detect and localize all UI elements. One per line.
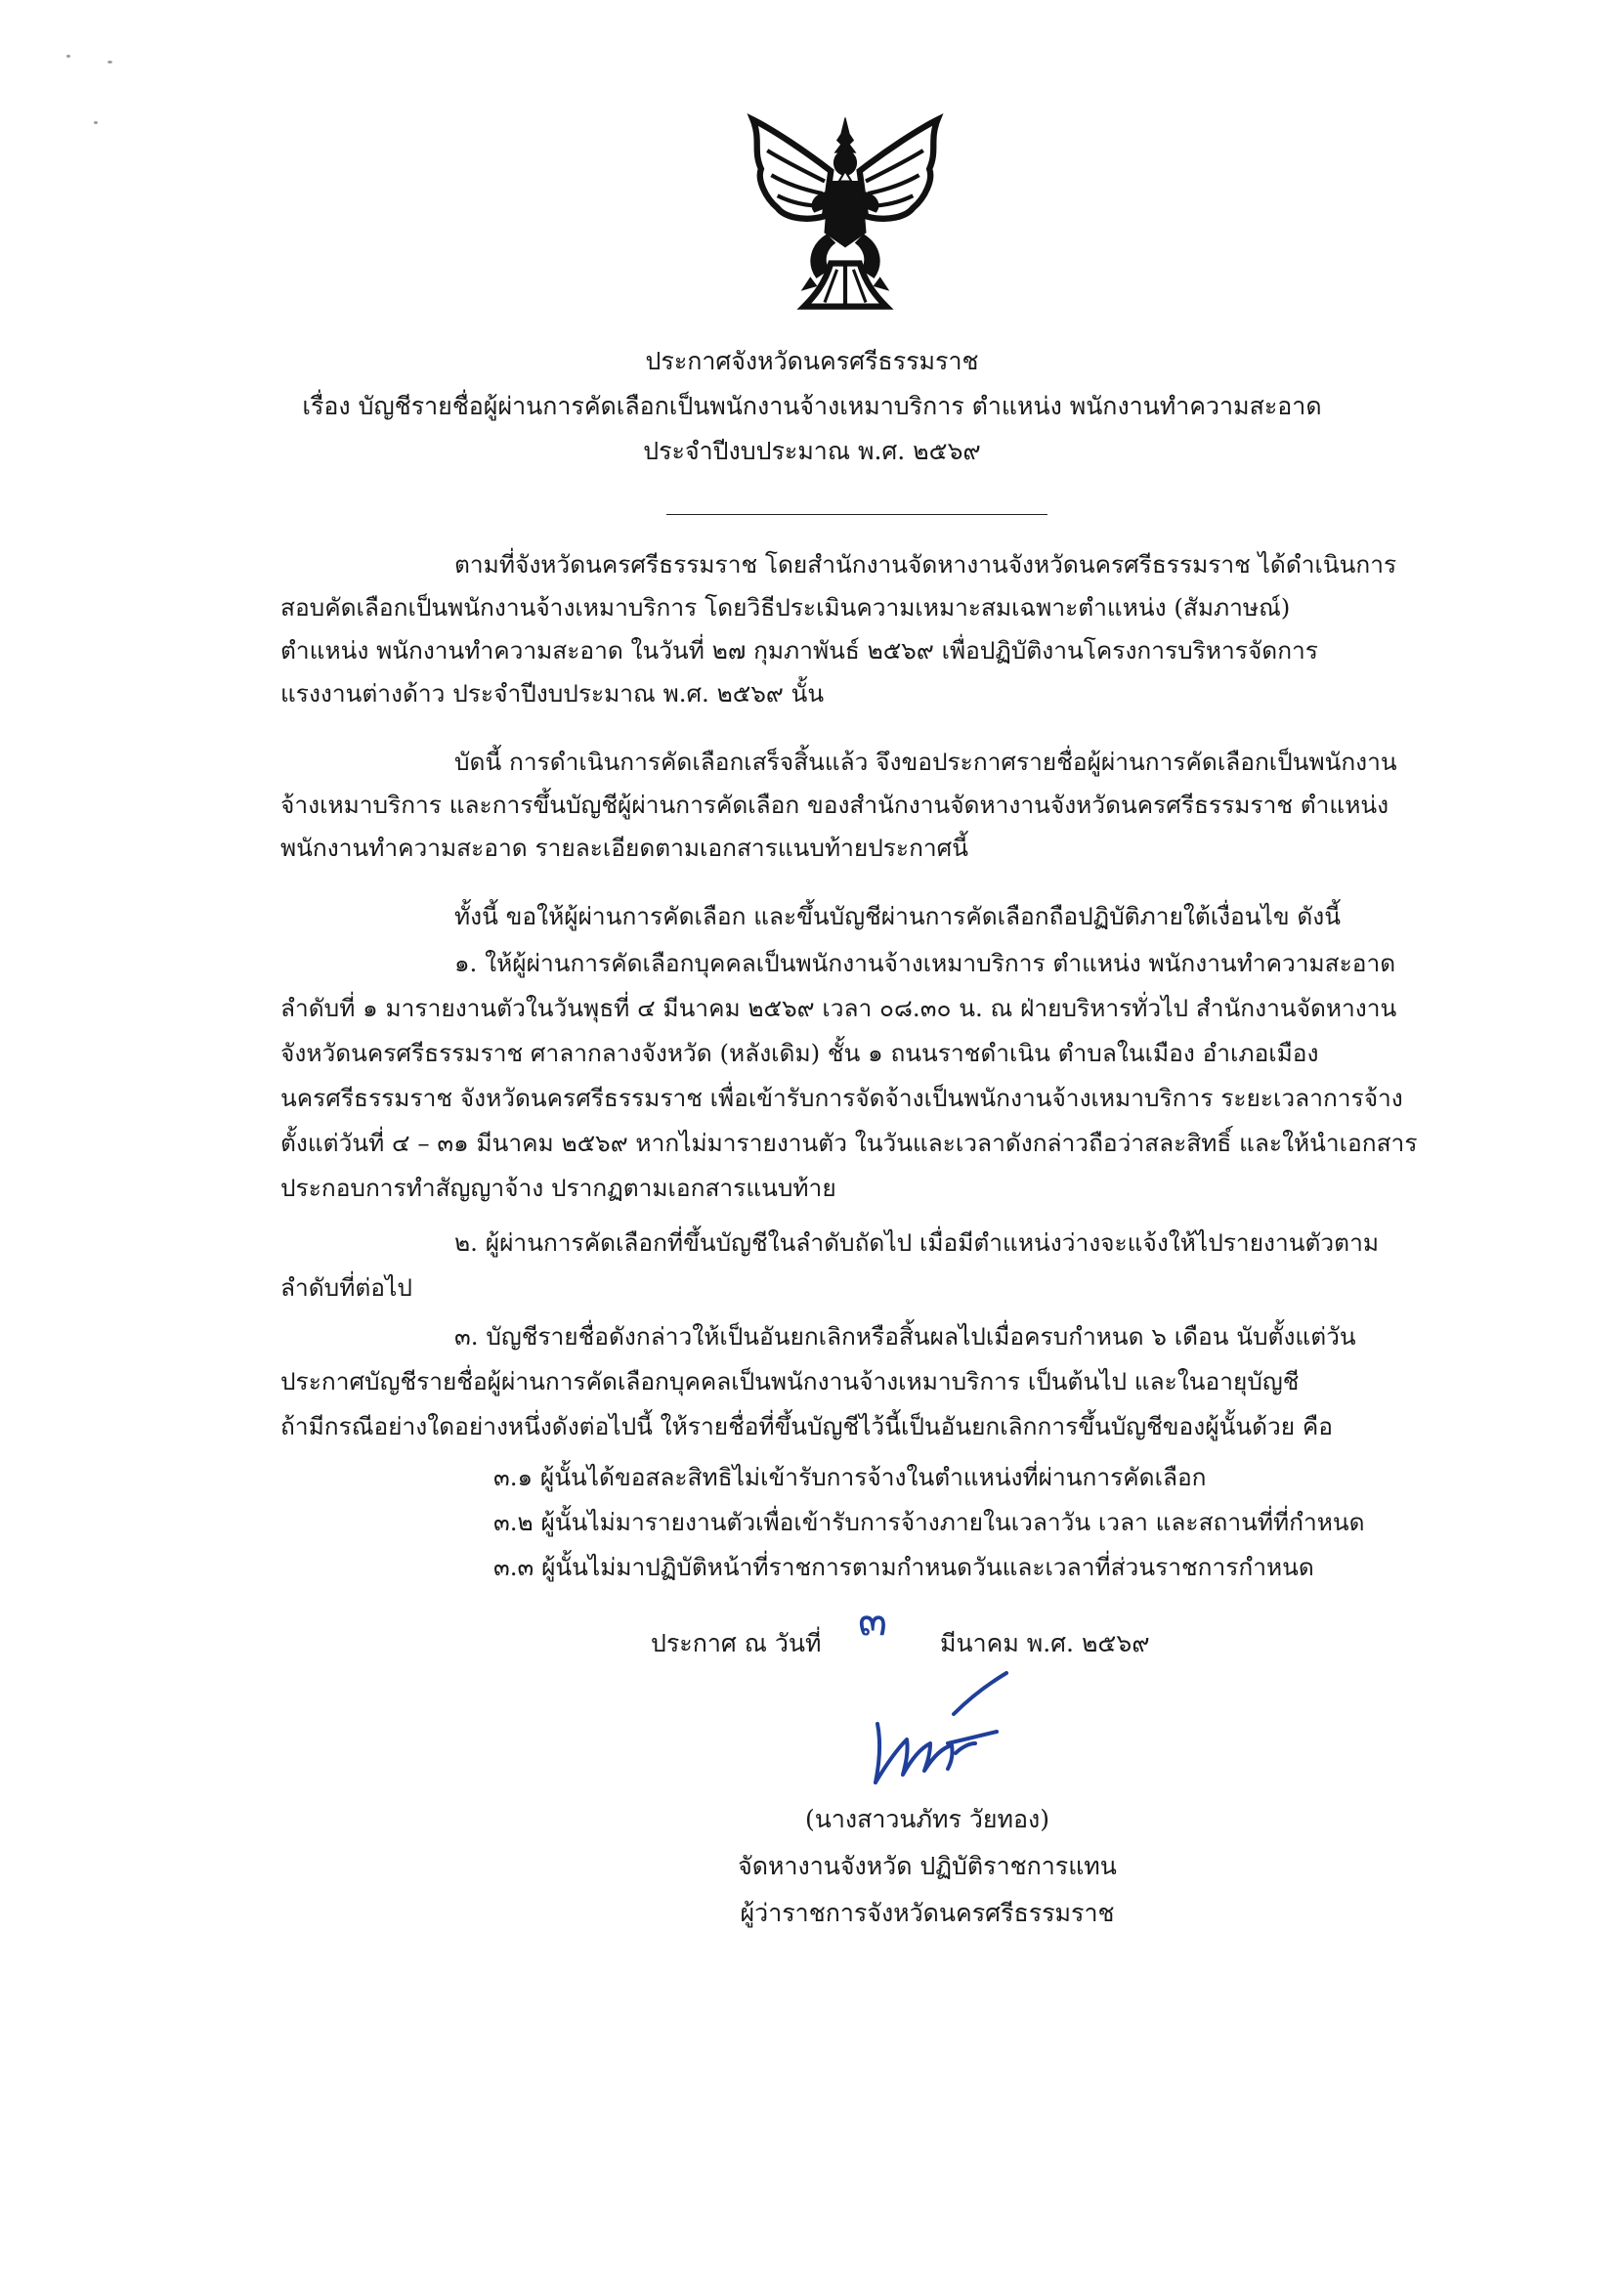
condition-3-1-line: ๓.๑ ผู้นั้นได้ขอสละสิทธิไม่เข้ารับการจ้างในตำแหน่งที่ผ่านการคัดเลือก [493,1463,1207,1491]
body-line: บัดนี้ การดำเนินการคัดเลือกเสร็จสิ้นแล้ว จึงขอประกาศรายชื่อผู้ผ่านการคัดเลือกเป็นพนักงาน [454,748,1397,776]
body-line: ตั้งแต่วันที่ ๔ – ๓๑ มีนาคม ๒๕๖๙ หากไม่มารายงานตัว ในวันและเวลาดังกล่าวถือว่าสละสิทธิ์ และให้นำเอกสาร [280,1129,1418,1157]
condition-2-line: ๒. ผู้ผ่านการคัดเลือกที่ขึ้นบัญชีในลำดับถัดไป เมื่อมีตำแหน่งว่างจะแจ้งให้ไปรายงานตัวตาม [454,1228,1380,1257]
condition-1-line: ๑. ให้ผู้ผ่านการคัดเลือกบุคคลเป็นพนักงานจ้างเหมาบริการ ตำแหน่ง พนักงานทำความสะอาด [454,949,1396,977]
body-line: ลำดับที่ต่อไป [280,1273,412,1302]
scan-speck [94,121,98,124]
condition-3-line: ๓. บัญชีรายชื่อดังกล่าวให้เป็นอันยกเลิกหรือสิ้นผลไปเมื่อครบกำหนด ๖ เดือน นับตั้งแต่วัน [454,1322,1356,1351]
announcement-subject: เรื่อง บัญชีรายชื่อผู้ผ่านการคัดเลือกเป็นพนักงานจ้างเหมาบริการ ตำแหน่ง พนักงานทำความสะอาด [302,392,1322,420]
body-line: แรงงานต่างด้าว ประจำปีงบประมาณ พ.ศ. ๒๕๖๙ นั้น [280,679,825,708]
body-line: จ้างเหมาบริการ และการขึ้นบัญชีผู้ผ่านการคัดเลือก ของสำนักงานจัดหางานจังหวัดนครศรีธรรมราช ตำแหน่ง [280,791,1389,819]
garuda-emblem-icon [743,109,948,315]
scan-speck [107,61,112,64]
body-line: ลำดับที่ ๑ มารายงานตัวในวันพุธที่ ๔ มีนาคม ๒๕๖๙ เวลา ๐๘.๓๐ น. ณ ฝ่ายบริหารทั่วไป สำนักงานจัดหางาน [280,994,1397,1022]
body-line: ทั้งนี้ ขอให้ผู้ผ่านการคัดเลือก และขึ้นบัญชีผ่านการคัดเลือกถือปฏิบัติภายใต้เงื่อนไข ดังนี้ [454,902,1342,930]
signatory-name: (นางสาวนภัทร วัยทอง) [805,1805,1049,1833]
announced-month-year: มีนาคม พ.ศ. ๒๕๖๙ [940,1629,1150,1657]
body-line: ประกอบการทำสัญญาจ้าง ปรากฏตามเอกสารแนบท้าย [280,1174,836,1202]
body-line: ประกาศบัญชีรายชื่อผู้ผ่านการคัดเลือกบุคคลเป็นพนักงานจ้างเหมาบริการ เป็นต้นไป และในอายุบัญชี [280,1367,1300,1395]
signatory-authority: ผู้ว่าราชการจังหวัดนครศรีธรรมราช [740,1899,1115,1927]
body-line: สอบคัดเลือกเป็นพนักงานจ้างเหมาบริการ โดยวิธีประเมินความเหมาะสมเฉพาะตำแหน่ง (สัมภาษณ์) [280,593,1291,622]
signatory-position: จัดหางานจังหวัด ปฏิบัติราชการแทน [738,1852,1117,1880]
condition-3-2-line: ๓.๒ ผู้นั้นไม่มารายงานตัวเพื่อเข้ารับการจ้างภายในเวลาวัน เวลา และสถานที่ที่กำหนด [493,1508,1365,1536]
body-line: พนักงานทำความสะอาด รายละเอียดตามเอกสารแนบท้ายประกาศนี้ [280,834,968,862]
body-line: นครศรีธรรมราช จังหวัดนครศรีธรรมราช เพื่อเข้ารับการจัดจ้างเป็นพนักงานจ้างเหมาบริการ ระยะเวลาการจ้าง [280,1084,1403,1112]
body-line: ตำแหน่ง พนักงานทำความสะอาด ในวันที่ ๒๗ กุมภาพันธ์ ๒๕๖๙ เพื่อปฏิบัติงานโครงการบริหารจัดการ [280,636,1318,665]
announcement-title: ประกาศจังหวัดนครศรีธรรมราช [645,347,979,375]
handwritten-day: ๓ [858,1596,888,1646]
condition-3-3-line: ๓.๓ ผู้นั้นไม่มาปฏิบัติหน้าที่ราชการตามกำหนดวันและเวลาที่ส่วนราชการกำหนด [493,1553,1314,1581]
body-line: จังหวัดนครศรีธรรมราช ศาลากลางจังหวัด (หลังเดิม) ชั้น ๑ ถนนราชดำเนิน ตำบลในเมือง อำเภอเมือง [280,1039,1319,1067]
handwritten-signature-icon [860,1665,1036,1792]
body-line: ถ้ามีกรณีอย่างใดอย่างหนึ่งดังต่อไปนี้ ให้รายชื่อที่ขึ้นบัญชีไว้นี้เป็นอันยกเลิกการขึ้นบัญชีของผู้นั้นด้วย คือ [280,1412,1333,1440]
header-divider [666,514,1047,515]
body-line: ตามที่จังหวัดนครศรีธรรมราช โดยสำนักงานจัดหางานจังหวัดนครศรีธรรมราช ได้ดำเนินการ [454,550,1397,579]
announcement-fiscal-year: ประจำปีงบประมาณ พ.ศ. ๒๕๖๙ [643,437,981,465]
scan-speck [66,55,70,58]
announced-date-prefix: ประกาศ ณ วันที่ [651,1629,822,1657]
